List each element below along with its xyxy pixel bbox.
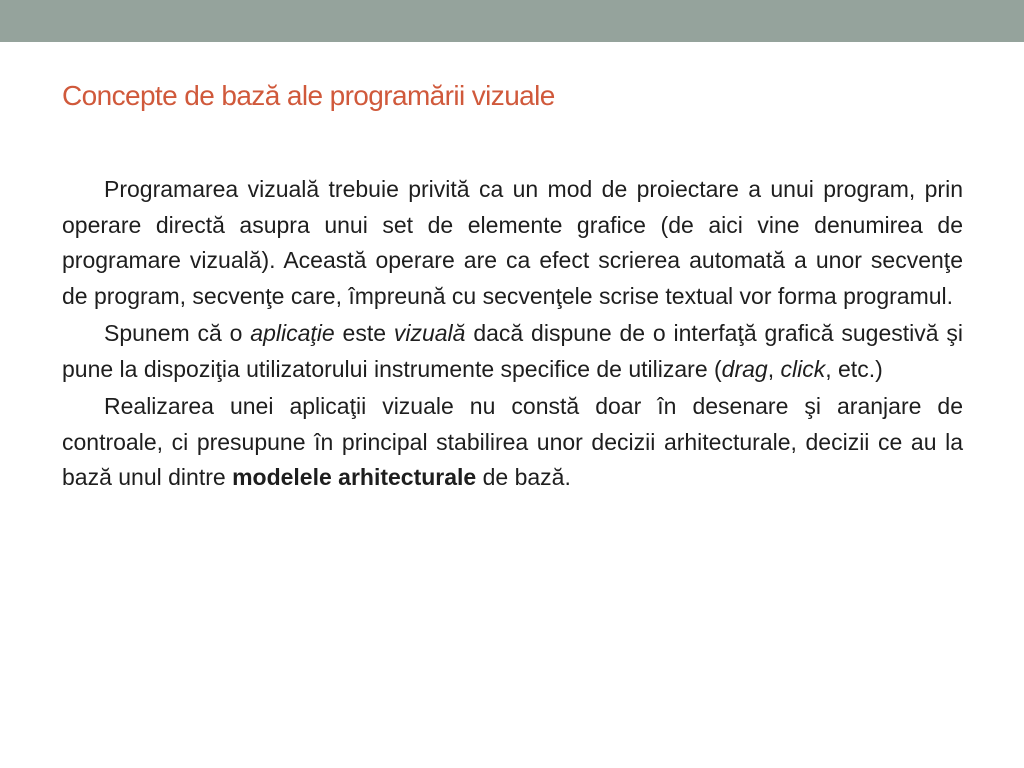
top-band — [0, 0, 1024, 42]
paragraph-3-text-1: Realizarea unei aplicaţii vizuale nu constă doar în desenare şi aranjare de controale, ci presupune în principal stabilirea unor decizii arhitecturale, decizii ce au la bază unul dintre — [62, 393, 963, 490]
paragraph-2-emphasis-vizuala: vizuală — [393, 320, 466, 346]
paragraph-3-text-2: de bază. — [476, 464, 571, 490]
paragraph-2-text-3: dacă dispune de o interfaţă grafică sugestivă şi pune la dispoziţia utilizatorului instrumente specifice de utilizare ( — [62, 320, 963, 382]
paragraph-2-text-5: , etc.) — [825, 355, 883, 382]
slide-body — [62, 172, 963, 498]
paragraph-3-bold-modelele-arhitecturale: modelele arhitecturale — [232, 464, 477, 490]
paragraph-2-emphasis-aplicatie: aplicaţie — [250, 320, 335, 346]
paragraph-2 — [62, 316, 963, 387]
paragraph-1: Programarea vizuală trebuie privită ca un mod de proiectare a unui program, prin operare directă asupra unui set de elemente grafice (de aici vine denumirea de programare vizuală). Această operare are ca efect scrierea automată a unor secvenţe de program, secvenţe care, împreună cu secvenţele scrise textual vor forma programul. — [62, 176, 963, 309]
paragraph-2-text-4: , — [767, 355, 781, 382]
paragraph-3 — [62, 389, 963, 496]
paragraph-2-text-1: Spunem că o — [104, 320, 251, 346]
slide-title: Concepte de bază ale programării vizuale — [62, 80, 555, 111]
paragraph-2-text-2: este — [334, 320, 394, 346]
paragraph-2-emphasis-drag: drag — [721, 355, 768, 382]
paragraph-2-emphasis-click: click — [780, 355, 826, 382]
